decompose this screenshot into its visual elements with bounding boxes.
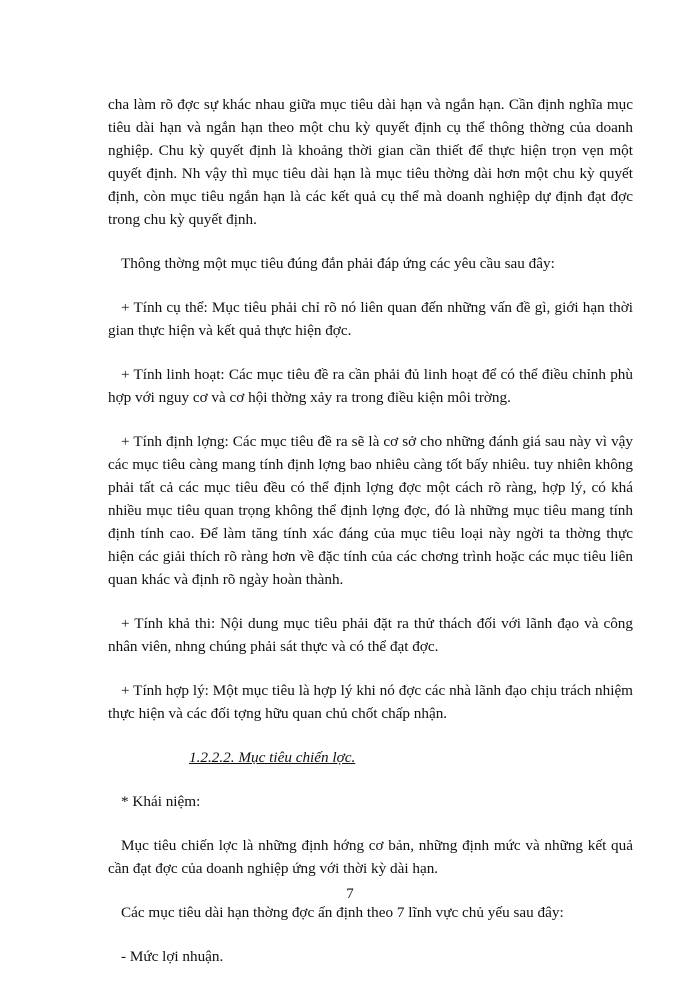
paragraph-reasonable: + Tính hợp lý: Một mục tiêu là hợp lý khi nó đợc các nhà lãnh đạo chịu trách nhiệm thực hiện và các đối tợng hữu quan chủ chốt chấp nhận.: [108, 682, 633, 722]
page-number: 7: [346, 886, 354, 902]
paragraph-specific: + Tính cụ thể: Mục tiêu phải chỉ rõ nó liên quan đến những vấn đề gì, giới hạn thời gian thực hiện và kết quả thực hiện đợc.: [108, 299, 633, 339]
paragraph-strategic-definition: Mục tiêu chiến lợc là những định hớng cơ bản, những định mức và những kết quả cần đạt đợc của doanh nghiệp ứng với thời kỳ dài hạn.: [108, 837, 633, 877]
page-content: [108, 93, 633, 989]
concept-label: * Khái niệm:: [121, 793, 201, 810]
list-item-profit: - Mức lợi nhuận.: [121, 948, 224, 965]
paragraph-quantitative: + Tính định lợng: Các mục tiêu đề ra sẽ là cơ sở cho những đánh giá sau này vì vậy các mục tiêu càng mang tính định lợng bao nhiêu càng tốt bấy nhiêu. tuy nhiên không phải tất cả các mục tiêu đều có thể định lợng đợc một cách rõ ràng, hợp lý, có khá nhiều mục tiêu quan trọng không thể định lợng đợc, đó là những mục tiêu mang tính định tính cao. Để làm tăng tính xác đáng của mục tiêu loại này ngời ta thờng thực hiện các giải thích rõ ràng hơn về đặc tính của các chơng trình hoặc các mục tiêu liên quan khác và định rõ ngày hoàn thành.: [108, 433, 633, 588]
paragraph-intro: cha làm rõ đợc sự khác nhau giữa mục tiêu dài hạn và ngắn hạn. Cần định nghĩa mục tiêu dài hạn và ngắn hạn theo một chu kỳ quyết định cụ thể thông thờng của doanh nghiệp. Chu kỳ quyết định là khoảng thời gian cần thiết để thực hiện trọn vẹn một quyết định. Nh vậy thì mục tiêu dài hạn là mục tiêu thờng dài hơn một chu kỳ quyết định, còn mục tiêu ngắn hạn là các kết quả cụ thể mà doanh nghiệp dự định đạt đợc trong chu kỳ quyết định.: [108, 96, 633, 228]
paragraph-flexible: + Tính linh hoạt: Các mục tiêu đề ra cần phải đủ linh hoạt để có thể điều chỉnh phù hợp với nguy cơ và cơ hội thờng xảy ra trong điều kiện môi trờng.: [108, 366, 633, 406]
section-heading: 1.2.2.2. Mục tiêu chiến lợc.: [189, 749, 356, 766]
paragraph-long-term-areas: Các mục tiêu dài hạn thờng đợc ấn định theo 7 lĩnh vực chủ yếu sau đây:: [121, 904, 564, 921]
paragraph-feasible: + Tính khả thi: Nội dung mục tiêu phải đặt ra thử thách đối với lãnh đạo và công nhân viên, nhng chúng phải sát thực và có thể đạt đợc.: [108, 615, 633, 655]
paragraph-requirements: Thông thờng một mục tiêu đúng đắn phải đáp ứng các yêu cầu sau đây:: [121, 255, 555, 272]
